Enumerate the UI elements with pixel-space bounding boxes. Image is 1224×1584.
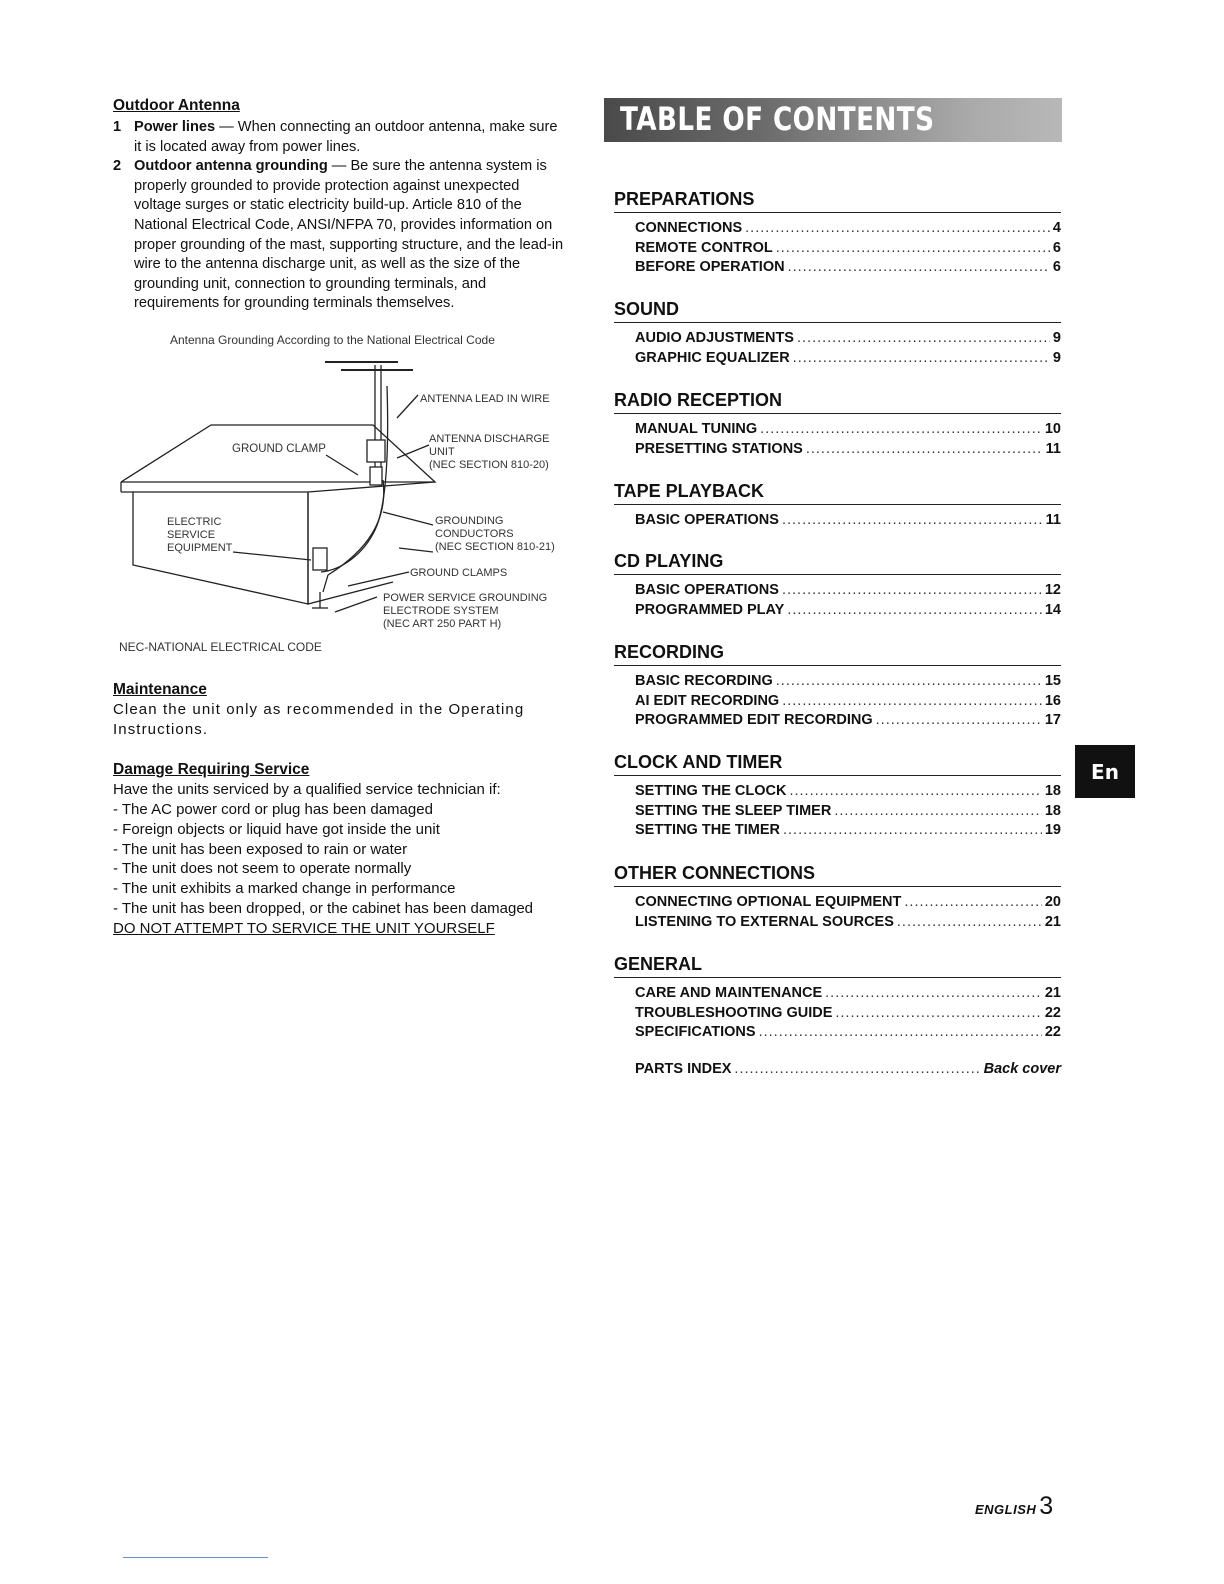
item-term: Power lines xyxy=(134,119,216,135)
list-item: - The unit exhibits a marked change in performance xyxy=(113,880,456,898)
toc-item-label: SETTING THE TIMER xyxy=(635,822,780,839)
toc-items xyxy=(614,511,1061,531)
label-lead-in: ANTENNA LEAD IN WIRE xyxy=(420,393,550,405)
toc-item-label: BEFORE OPERATION xyxy=(635,259,785,276)
toc-items xyxy=(614,219,1061,278)
toc-item-label: MANUAL TUNING xyxy=(635,421,758,437)
toc-item-label: PRESETTING STATIONS xyxy=(635,440,803,457)
toc-section-radio xyxy=(614,388,1061,479)
toc-item-label: CARE AND MAINTENANCE xyxy=(635,985,823,1001)
toc-item-page: 21 xyxy=(1044,985,1061,1001)
damage-intro: Have the units serviced by a qualified service technician if: xyxy=(113,781,501,798)
toc-section-title: TAPE PLAYBACK xyxy=(614,479,1061,505)
label-power-1: POWER SERVICE GROUNDING xyxy=(383,592,548,604)
toc-item-page: 20 xyxy=(1044,894,1061,910)
label-electric-2: SERVICE xyxy=(167,529,216,541)
toc-item-label: LISTENING TO EXTERNAL SOURCES xyxy=(635,913,894,930)
label-discharge-2: UNIT xyxy=(429,446,455,458)
toc-item[interactable] xyxy=(635,601,1061,621)
toc-item[interactable] xyxy=(635,219,1061,239)
toc-section-other xyxy=(614,861,1061,952)
toc-item-page: 6 xyxy=(1052,239,1061,256)
toc-item-label: PROGRAMMED PLAY xyxy=(635,601,785,618)
toc-item-label: PARTS INDEX xyxy=(635,1061,732,1077)
dot-leader xyxy=(776,672,1042,692)
antenna-list xyxy=(113,118,565,314)
dot-leader xyxy=(782,581,1042,601)
toc-item-label: SPECIFICATIONS xyxy=(635,1024,756,1041)
list-item xyxy=(113,157,565,314)
toc-item[interactable] xyxy=(635,913,1061,933)
label-discharge-1: ANTENNA DISCHARGE xyxy=(429,433,550,445)
toc-item[interactable] xyxy=(635,821,1061,841)
toc-item[interactable] xyxy=(635,511,1061,531)
damage-list xyxy=(113,800,573,919)
dot-leader xyxy=(789,782,1041,802)
toc-item-page: 18 xyxy=(1044,783,1061,799)
toc-item-page: 15 xyxy=(1044,673,1061,689)
toc-items xyxy=(614,420,1061,459)
toc-item[interactable] xyxy=(635,802,1061,822)
service-warning: DO NOT ATTEMPT TO SERVICE THE UNIT YOURSELF xyxy=(113,919,495,937)
toc-item-page: 18 xyxy=(1044,802,1061,819)
toc-item-label: CONNECTIONS xyxy=(635,220,743,236)
antenna-grounding-diagram xyxy=(113,330,565,660)
toc-item[interactable] xyxy=(635,893,1061,913)
toc-item-page: 19 xyxy=(1044,822,1061,839)
dot-leader xyxy=(835,1004,1041,1024)
toc-item-label: SETTING THE CLOCK xyxy=(635,783,787,799)
divider xyxy=(123,1557,268,1558)
toc-section-title: CLOCK AND TIMER xyxy=(614,750,1061,776)
outdoor-antenna-heading: Outdoor Antenna xyxy=(113,97,240,114)
toc-section-title: GENERAL xyxy=(614,952,1061,978)
toc-item-page: 21 xyxy=(1044,913,1061,930)
maintenance-heading: Maintenance xyxy=(113,681,207,698)
table-of-contents xyxy=(614,187,1061,1080)
maintenance-section xyxy=(113,680,565,740)
item-number: 2 xyxy=(113,158,122,175)
dot-leader xyxy=(787,601,1042,621)
toc-item-label: CONNECTING OPTIONAL EQUIPMENT xyxy=(635,894,902,910)
toc-item-page: 11 xyxy=(1045,440,1061,457)
toc-item-page: 6 xyxy=(1052,259,1061,276)
outdoor-antenna-section xyxy=(113,96,565,314)
toc-banner xyxy=(604,98,1062,142)
list-item: - The unit has been dropped, or the cabinet has been damaged xyxy=(113,899,534,917)
item-text: — When connecting an outdoor antenna, make sure it is located away from power lines. xyxy=(134,119,558,155)
label-discharge-3: (NEC SECTION 810-20) xyxy=(429,459,549,471)
dot-leader xyxy=(825,984,1042,1004)
damage-section xyxy=(113,760,573,938)
toc-item-page: 22 xyxy=(1044,1004,1061,1021)
toc-item-page: 17 xyxy=(1044,712,1061,729)
toc-items xyxy=(614,581,1061,620)
toc-item[interactable] xyxy=(635,782,1061,802)
label-ground-clamps: GROUND CLAMPS xyxy=(410,567,508,579)
toc-item[interactable] xyxy=(635,349,1061,369)
toc-item[interactable] xyxy=(635,1004,1061,1024)
toc-item-page: 9 xyxy=(1052,330,1061,346)
list-item: - Foreign objects or liquid have got inside the unit xyxy=(113,820,440,838)
dot-leader xyxy=(788,258,1050,278)
toc-items xyxy=(614,893,1061,932)
dot-leader xyxy=(776,239,1050,259)
item-text: — Be sure the antenna system is properly grounded to provide protection against unexpected voltage surges or static electricity build-up. Article 810 of the National Electrical Code, ANSI/NFPA 70, provides information on proper grounding of the mast, supporting structure, and the lead-in wire to the antenna discharge unit, as well as the size of the grounding unit, connection to grounding terminals, and requirements for grounding terminals themselves. xyxy=(134,158,564,312)
toc-item-label: TROUBLESHOOTING GUIDE xyxy=(635,1004,833,1021)
dot-leader xyxy=(897,913,1042,933)
toc-item-page: Back cover xyxy=(983,1061,1061,1077)
toc-item-label: REMOTE CONTROL xyxy=(635,239,773,256)
toc-items xyxy=(614,329,1061,368)
dot-leader xyxy=(734,1060,980,1080)
dot-leader xyxy=(793,349,1050,369)
toc-item-label: SETTING THE SLEEP TIMER xyxy=(635,802,832,819)
diagram-caption: Antenna Grounding According to the National Electrical Code xyxy=(170,333,495,347)
toc-section-title: PREPARATIONS xyxy=(614,187,1061,213)
dot-leader xyxy=(760,420,1042,440)
toc-item-label: AI EDIT RECORDING xyxy=(635,692,780,709)
grounding-illustration xyxy=(113,330,565,660)
language-tab: En xyxy=(1075,745,1135,798)
list-item: - The unit has been exposed to rain or water xyxy=(113,840,408,858)
toc-section-title: RADIO RECEPTION xyxy=(614,388,1061,414)
toc-item-page: 10 xyxy=(1044,421,1061,437)
toc-item-page: 4 xyxy=(1052,220,1061,236)
toc-section-clock xyxy=(614,750,1061,861)
dot-leader xyxy=(782,511,1043,531)
toc-items xyxy=(614,984,1061,1043)
dot-leader xyxy=(759,1023,1042,1043)
toc-item-page: 22 xyxy=(1044,1024,1061,1041)
toc-section-title: OTHER CONNECTIONS xyxy=(614,861,1061,887)
toc-section-cd xyxy=(614,549,1061,640)
dot-leader xyxy=(797,329,1050,349)
label-conductors-1: GROUNDING xyxy=(435,515,504,527)
item-term: Outdoor antenna grounding xyxy=(134,158,328,175)
toc-item-label: BASIC OPERATIONS xyxy=(635,582,779,598)
label-conductors-2: CONDUCTORS xyxy=(435,528,514,540)
house-drawing xyxy=(121,362,435,612)
toc-item[interactable] xyxy=(635,581,1061,601)
dot-leader xyxy=(904,893,1041,913)
dot-leader xyxy=(834,802,1042,822)
toc-item[interactable] xyxy=(635,440,1061,460)
toc-section-title: RECORDING xyxy=(614,640,1061,666)
toc-item[interactable] xyxy=(635,329,1061,349)
toc-item-label: BASIC RECORDING xyxy=(635,673,773,689)
toc-item[interactable] xyxy=(635,711,1061,731)
dot-leader xyxy=(783,821,1042,841)
toc-section-sound xyxy=(614,297,1061,388)
toc-section-general xyxy=(614,952,1061,1060)
label-electric-1: ELECTRIC xyxy=(167,516,222,528)
toc-items xyxy=(614,672,1061,731)
toc-item-label: PROGRAMMED EDIT RECORDING xyxy=(635,712,873,729)
maintenance-text: Clean the unit only as recommended in the Operating Instructions. xyxy=(113,701,525,738)
toc-item[interactable] xyxy=(635,672,1061,692)
dot-leader xyxy=(876,711,1042,731)
list-item: - The unit does not seem to operate normally xyxy=(113,860,412,878)
toc-item-page: 9 xyxy=(1052,349,1061,366)
toc-item-page: 11 xyxy=(1045,512,1061,528)
toc-title: TABLE OF CONTENTS xyxy=(620,100,935,138)
dot-leader xyxy=(745,219,1050,239)
toc-item[interactable] xyxy=(635,1023,1061,1043)
label-power-3: (NEC ART 250 PART H) xyxy=(383,618,502,630)
toc-section-title: CD PLAYING xyxy=(614,549,1061,575)
dot-leader xyxy=(782,692,1042,712)
list-item: - The AC power cord or plug has been damaged xyxy=(113,801,433,818)
label-conductors-3: (NEC SECTION 810-21) xyxy=(435,541,555,553)
toc-items xyxy=(614,782,1061,841)
toc-item[interactable] xyxy=(635,420,1061,440)
page-number: 3 xyxy=(1039,1492,1054,1520)
toc-item[interactable] xyxy=(635,984,1061,1004)
toc-item[interactable] xyxy=(635,239,1061,259)
toc-item-label: GRAPHIC EQUALIZER xyxy=(635,349,790,366)
label-ground-clamp: GROUND CLAMP xyxy=(232,443,326,455)
nec-note: NEC-NATIONAL ELECTRICAL CODE xyxy=(119,640,322,654)
item-number: 1 xyxy=(113,119,122,135)
toc-item-page: 14 xyxy=(1044,601,1061,618)
toc-item[interactable] xyxy=(635,1060,1061,1080)
footer-language: ENGLISH xyxy=(975,1502,1037,1517)
toc-item-page: 16 xyxy=(1044,692,1061,709)
toc-item-label: BASIC OPERATIONS xyxy=(635,512,779,528)
toc-section-preparations xyxy=(614,187,1061,297)
label-power-2: ELECTRODE SYSTEM xyxy=(383,605,499,617)
dot-leader xyxy=(806,440,1043,460)
toc-item[interactable] xyxy=(635,692,1061,712)
toc-item-label: AUDIO ADJUSTMENTS xyxy=(635,330,794,346)
toc-parts-index xyxy=(614,1060,1061,1080)
damage-heading: Damage Requiring Service xyxy=(113,761,310,778)
list-item xyxy=(113,118,565,157)
toc-section-recording xyxy=(614,640,1061,750)
toc-item[interactable] xyxy=(635,258,1061,278)
toc-item-page: 12 xyxy=(1044,582,1061,598)
page-footer xyxy=(975,1492,1053,1521)
toc-section-title: SOUND xyxy=(614,297,1061,323)
label-electric-3: EQUIPMENT xyxy=(167,542,233,554)
toc-section-tape xyxy=(614,479,1061,549)
